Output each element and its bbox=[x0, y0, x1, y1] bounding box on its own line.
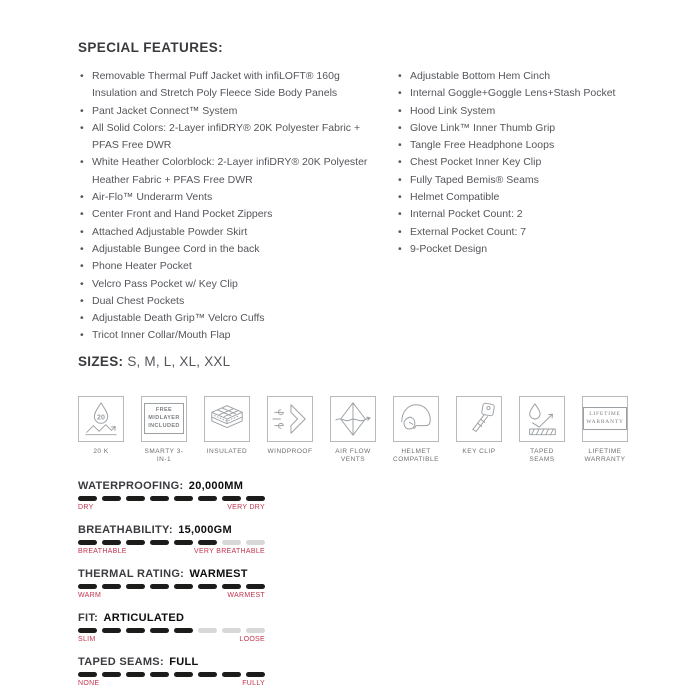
rating-segment bbox=[222, 540, 241, 545]
badge-label: AIR FLOW VENTS bbox=[335, 447, 371, 463]
scale-min-label: BREATHABLE bbox=[78, 547, 127, 555]
rating-segment bbox=[102, 628, 121, 633]
sizes-row bbox=[78, 354, 700, 369]
scale-min-label: DRY bbox=[78, 503, 94, 511]
badge-box-line: FREE bbox=[155, 407, 173, 414]
badge-label: INSULATED bbox=[206, 447, 248, 455]
rating-segment bbox=[222, 496, 241, 501]
helmet-compatible-icon bbox=[393, 396, 439, 442]
rating-segment bbox=[78, 540, 97, 545]
badge-key-clip bbox=[456, 396, 502, 464]
rating-waterproofing bbox=[78, 480, 700, 511]
feature-item: • 9-Pocket Design bbox=[396, 241, 646, 258]
feature-item: • Tangle Free Headphone Loops bbox=[396, 137, 646, 154]
badge-box-line: INCLUDED bbox=[148, 423, 180, 430]
scale-min-label: NONE bbox=[78, 679, 100, 687]
rating-segment bbox=[174, 628, 193, 633]
badge-label: TAPED SEAMS bbox=[529, 447, 555, 463]
taped-seams-icon bbox=[519, 396, 565, 442]
rating-segment bbox=[78, 672, 97, 677]
rating-breathability bbox=[78, 524, 700, 555]
rating-segment bbox=[150, 496, 169, 501]
insulated-icon bbox=[204, 396, 250, 442]
rating-segment bbox=[102, 672, 121, 677]
rating-bar bbox=[78, 540, 265, 545]
rating-fit bbox=[78, 612, 700, 643]
badge-helmet-compatible bbox=[393, 396, 439, 464]
feature-item: • Adjustable Bungee Cord in the back bbox=[78, 241, 396, 258]
tech-icon-row bbox=[78, 396, 700, 464]
feature-item: • Pant Jacket Connect™ System bbox=[78, 103, 396, 120]
rating-segment bbox=[174, 584, 193, 589]
rating-segment bbox=[222, 628, 241, 633]
rating-segment bbox=[198, 628, 217, 633]
feature-item: • Fully Taped Bemis® Seams bbox=[396, 172, 646, 189]
rating-value: FULL bbox=[169, 655, 199, 668]
rating-segment bbox=[150, 584, 169, 589]
rating-segment bbox=[102, 540, 121, 545]
badge-windproof bbox=[267, 396, 313, 464]
feature-item: • Adjustable Death Grip™ Velcro Cuffs bbox=[78, 310, 396, 327]
rating-segment bbox=[102, 584, 121, 589]
feature-item: • Adjustable Bottom Hem Cinch bbox=[396, 68, 646, 85]
rating-scale bbox=[78, 592, 265, 599]
rating-segment bbox=[174, 672, 193, 677]
feature-item: • Chest Pocket Inner Key Clip bbox=[396, 154, 646, 171]
rating-thermal bbox=[78, 568, 700, 599]
rating-scale bbox=[78, 680, 265, 687]
rating-value: ARTICULATED bbox=[103, 611, 185, 624]
badge-label: WINDPROOF bbox=[267, 447, 313, 455]
rating-segment bbox=[78, 496, 97, 501]
rating-segment bbox=[150, 672, 169, 677]
rating-segment bbox=[126, 628, 145, 633]
rating-heading bbox=[78, 656, 700, 668]
air-flow-vents-icon bbox=[330, 396, 376, 442]
rating-segment bbox=[126, 496, 145, 501]
badge-label: KEY CLIP bbox=[462, 447, 496, 455]
rating-segment bbox=[150, 540, 169, 545]
feature-item: • Helmet Compatible bbox=[396, 189, 646, 206]
feature-item: • Glove Link™ Inner Thumb Grip bbox=[396, 120, 646, 137]
free-midlayer-icon bbox=[141, 396, 187, 442]
feature-list-right bbox=[396, 68, 646, 258]
rating-label: TAPED SEAMS: bbox=[78, 655, 164, 668]
feature-list-left bbox=[78, 68, 396, 345]
badge-box-line: WARRANTY bbox=[586, 419, 624, 426]
rating-segment bbox=[174, 496, 193, 501]
rating-bar bbox=[78, 672, 265, 677]
rating-section bbox=[78, 480, 700, 687]
rating-segment bbox=[150, 628, 169, 633]
rating-segment bbox=[174, 540, 193, 545]
badge-smarty bbox=[141, 396, 187, 464]
badge-insulated bbox=[204, 396, 250, 464]
rating-segment bbox=[246, 584, 265, 589]
sizes-label: SIZES: bbox=[78, 353, 124, 369]
key-clip-icon bbox=[456, 396, 502, 442]
rating-scale bbox=[78, 636, 265, 643]
rating-segment bbox=[246, 628, 265, 633]
rating-segment bbox=[78, 628, 97, 633]
feature-item: • Dual Chest Pockets bbox=[78, 293, 396, 310]
feature-item: • Internal Pocket Count: 2 bbox=[396, 206, 646, 223]
rating-segment bbox=[246, 672, 265, 677]
feature-item: • Removable Thermal Puff Jacket with infiLOFT® 160g Insulation and Stretch Poly Fleece Side Body Panels bbox=[78, 68, 396, 103]
waterproof-20k-icon bbox=[78, 396, 124, 442]
badge-air-flow-vents bbox=[330, 396, 376, 464]
rating-segment bbox=[102, 496, 121, 501]
feature-item: • Air-Flo™ Underarm Vents bbox=[78, 189, 396, 206]
badge-label: SMARTY 3-IN-1 bbox=[144, 447, 184, 463]
badge-taped-seams bbox=[519, 396, 565, 464]
rating-bar bbox=[78, 496, 265, 501]
rating-heading bbox=[78, 612, 700, 624]
scale-max-label: VERY DRY bbox=[227, 503, 265, 511]
feature-item: • Center Front and Hand Pocket Zippers bbox=[78, 206, 396, 223]
rating-segment bbox=[222, 672, 241, 677]
badge-label: LIFETIME WARRANTY bbox=[584, 447, 626, 463]
badge-label: HELMET COMPATIBLE bbox=[393, 447, 439, 463]
scale-max-label: VERY BREATHABLE bbox=[193, 547, 265, 555]
badge-20k bbox=[78, 396, 124, 464]
rating-bar bbox=[78, 584, 265, 589]
rating-value: 15,000GM bbox=[178, 523, 232, 536]
rating-segment bbox=[198, 496, 217, 501]
scale-max-label: LOOSE bbox=[239, 635, 265, 643]
feature-item: • Velcro Pass Pocket w/ Key Clip bbox=[78, 276, 396, 293]
rating-scale bbox=[78, 548, 265, 555]
rating-segment bbox=[126, 672, 145, 677]
badge-box-line: LIFETIME bbox=[589, 411, 621, 418]
sizes-value: S, M, L, XL, XXL bbox=[127, 353, 231, 369]
badge-label: 20 K bbox=[93, 447, 109, 455]
windproof-icon bbox=[267, 396, 313, 442]
rating-segment bbox=[198, 540, 217, 545]
rating-segment bbox=[198, 584, 217, 589]
feature-item: • Phone Heater Pocket bbox=[78, 258, 396, 275]
scale-min-label: SLIM bbox=[78, 635, 96, 643]
rating-taped-seams bbox=[78, 656, 700, 687]
feature-item: • External Pocket Count: 7 bbox=[396, 224, 646, 241]
rating-bar bbox=[78, 628, 265, 633]
rating-heading bbox=[78, 524, 700, 536]
rating-heading bbox=[78, 568, 700, 580]
feature-columns bbox=[78, 68, 700, 345]
feature-item: • Attached Adjustable Powder Skirt bbox=[78, 224, 396, 241]
feature-item: • All Solid Colors: 2-Layer infiDRY® 20K Polyester Fabric + PFAS Free DWR bbox=[78, 120, 396, 155]
rating-segment bbox=[222, 584, 241, 589]
rating-scale bbox=[78, 504, 265, 511]
rating-value: WARMEST bbox=[189, 567, 248, 580]
rating-label: THERMAL RATING: bbox=[78, 567, 185, 580]
feature-item: • Internal Goggle+Goggle Lens+Stash Pocket bbox=[396, 85, 646, 102]
rating-segment bbox=[246, 496, 265, 501]
rating-label: FIT: bbox=[78, 611, 99, 624]
special-features-heading: SPECIAL FEATURES: bbox=[78, 40, 224, 55]
rating-segment bbox=[246, 540, 265, 545]
svg-text:20: 20 bbox=[97, 413, 105, 422]
scale-max-label: FULLY bbox=[242, 679, 265, 687]
scale-min-label: WARM bbox=[78, 591, 102, 599]
rating-label: WATERPROOFING: bbox=[78, 479, 184, 492]
rating-segment bbox=[78, 584, 97, 589]
scale-max-label: WARMEST bbox=[227, 591, 265, 599]
rating-label: BREATHABILITY: bbox=[78, 523, 173, 536]
lifetime-warranty-icon bbox=[582, 396, 628, 442]
rating-segment bbox=[126, 540, 145, 545]
badge-lifetime-warranty bbox=[582, 396, 628, 464]
feature-item: • Tricot Inner Collar/Mouth Flap bbox=[78, 327, 396, 344]
rating-segment bbox=[126, 584, 145, 589]
rating-value: 20,000MM bbox=[188, 479, 244, 492]
rating-heading bbox=[78, 480, 700, 492]
feature-item: • White Heather Colorblock: 2-Layer infiDRY® 20K Polyester Heather Fabric + PFAS Free DWR bbox=[78, 154, 396, 189]
feature-item: • Hood Link System bbox=[396, 103, 646, 120]
rating-segment bbox=[198, 672, 217, 677]
badge-box-line: MIDLAYER bbox=[148, 415, 180, 422]
